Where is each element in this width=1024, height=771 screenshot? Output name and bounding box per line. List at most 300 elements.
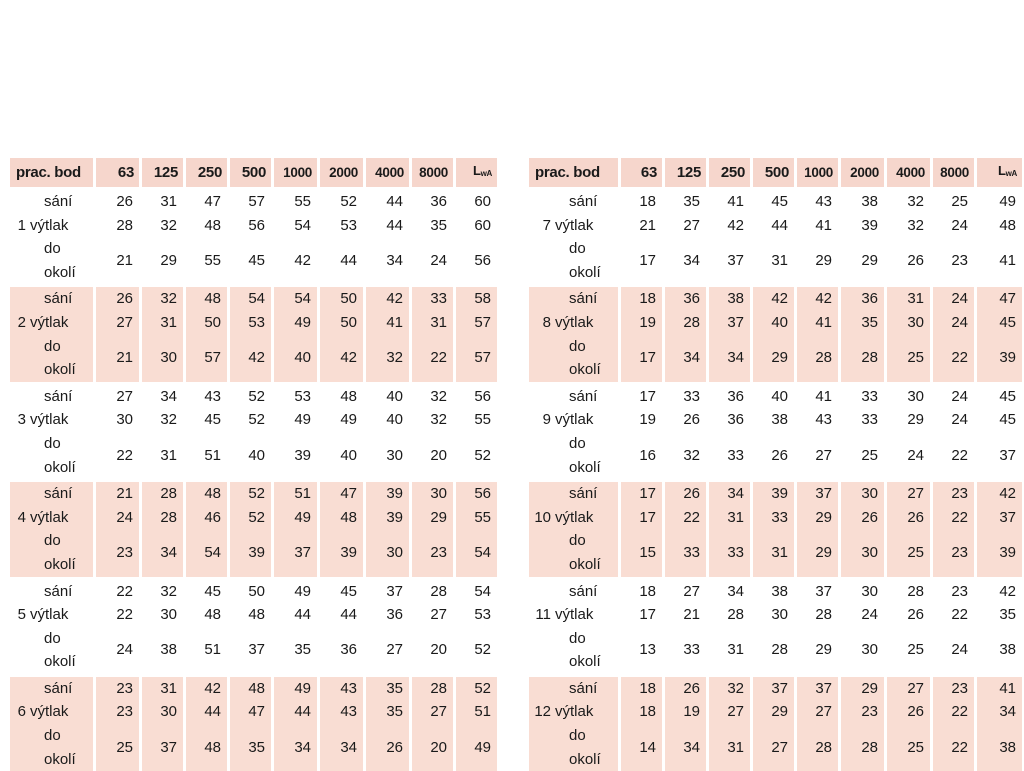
band-value: 42 <box>230 335 274 382</box>
band-value: 16 <box>621 432 665 479</box>
band-value: 52 <box>230 479 274 506</box>
header-band-63: 63 <box>96 158 142 187</box>
band-value: 44 <box>320 237 366 284</box>
mode-label: sání <box>30 187 96 214</box>
band-value: 40 <box>274 335 320 382</box>
band-value: 43 <box>186 382 230 409</box>
point-number <box>529 479 555 506</box>
band-value: 37 <box>797 674 841 701</box>
band-value: 25 <box>887 335 933 382</box>
table-row <box>10 187 497 214</box>
band-value: 48 <box>230 674 274 701</box>
band-value: 42 <box>709 214 753 238</box>
band-value: 45 <box>186 408 230 432</box>
band-value: 38 <box>753 408 797 432</box>
band-value: 35 <box>841 311 887 335</box>
point-number <box>529 284 555 311</box>
mode-label: do okolí <box>30 529 96 576</box>
band-value: 17 <box>621 603 665 627</box>
band-value: 37 <box>797 577 841 604</box>
point-number <box>10 479 30 506</box>
band-value: 35 <box>366 674 412 701</box>
band-value: 41 <box>709 187 753 214</box>
band-value: 29 <box>753 335 797 382</box>
band-value: 22 <box>665 506 709 530</box>
band-value: 28 <box>841 335 887 382</box>
band-value: 34 <box>274 724 320 771</box>
lwa-value: 60 <box>474 216 491 234</box>
table-row <box>10 603 497 627</box>
table-row <box>529 700 1022 724</box>
band-value: 23 <box>841 700 887 724</box>
band-value: 30 <box>841 479 887 506</box>
mode-label: do okolí <box>30 335 96 382</box>
band-value: 44 <box>320 603 366 627</box>
band-value: 24 <box>933 284 977 311</box>
mode-label: sání <box>555 187 621 214</box>
point-number: 5 <box>17 606 26 624</box>
header-lwa-sub: wA <box>480 169 492 178</box>
table-row <box>10 479 497 506</box>
band-value: 40 <box>366 382 412 409</box>
band-value: 17 <box>621 479 665 506</box>
band-value: 33 <box>753 506 797 530</box>
band-value: 53 <box>320 214 366 238</box>
band-value: 27 <box>797 432 841 479</box>
lwa-value: 51 <box>456 700 497 724</box>
point-number <box>529 577 555 604</box>
band-value: 33 <box>665 382 709 409</box>
band-value: 35 <box>230 724 274 771</box>
table-row <box>529 284 1022 311</box>
band-value: 33 <box>665 627 709 674</box>
band-value: 51 <box>274 479 320 506</box>
band-value: 51 <box>186 627 230 674</box>
band-value: 49 <box>274 506 320 530</box>
point-number <box>529 382 555 409</box>
mode-label: do okolí <box>555 237 621 284</box>
lwa-value: 54 <box>456 529 497 576</box>
band-value: 43 <box>797 187 841 214</box>
band-value: 48 <box>230 603 274 627</box>
band-value: 47 <box>320 479 366 506</box>
mode-label: do okolí <box>555 432 621 479</box>
band-value: 34 <box>709 577 753 604</box>
point-number <box>529 237 555 284</box>
band-value: 40 <box>320 432 366 479</box>
band-value: 30 <box>412 479 456 506</box>
point-number <box>10 529 30 576</box>
point-number <box>10 284 30 311</box>
band-value: 31 <box>753 529 797 576</box>
band-value: 35 <box>412 214 456 238</box>
band-value: 47 <box>186 187 230 214</box>
band-value: 32 <box>142 408 186 432</box>
band-value: 37 <box>797 479 841 506</box>
band-value: 27 <box>709 700 753 724</box>
band-value: 48 <box>186 214 230 238</box>
band-value: 55 <box>274 187 320 214</box>
band-value: 52 <box>230 382 274 409</box>
band-value: 37 <box>709 311 753 335</box>
header-label: prac. bod <box>10 158 96 187</box>
band-value: 37 <box>709 237 753 284</box>
band-value: 34 <box>366 237 412 284</box>
band-value: 21 <box>96 237 142 284</box>
point-number <box>10 382 30 409</box>
header-band-8000: 8000 <box>412 158 456 187</box>
lwa-value: 37 <box>977 506 1022 530</box>
lwa-value: 49 <box>977 187 1022 214</box>
lwa-value: 57 <box>456 335 497 382</box>
table-row <box>529 432 1022 479</box>
table-row <box>10 724 497 771</box>
band-value: 30 <box>96 408 142 432</box>
band-value: 27 <box>412 700 456 724</box>
band-value: 23 <box>933 529 977 576</box>
point-number <box>529 674 555 701</box>
point-number: 3 <box>17 411 26 429</box>
band-value: 29 <box>841 674 887 701</box>
band-value: 23 <box>96 674 142 701</box>
band-value: 23 <box>933 577 977 604</box>
band-value: 27 <box>366 627 412 674</box>
table-row <box>529 627 1022 674</box>
band-value: 42 <box>753 284 797 311</box>
lwa-value: 48 <box>999 216 1016 234</box>
band-value: 51 <box>186 432 230 479</box>
band-value: 49 <box>274 674 320 701</box>
band-value: 30 <box>142 335 186 382</box>
band-value: 36 <box>320 627 366 674</box>
band-value: 49 <box>274 408 320 432</box>
band-value: 36 <box>709 408 753 432</box>
header-band-8000: 8000 <box>933 158 977 187</box>
point-number <box>529 187 555 214</box>
point-number <box>10 577 30 604</box>
mode-label: sání <box>555 674 621 701</box>
band-value: 32 <box>887 214 933 238</box>
band-value: 22 <box>933 700 977 724</box>
band-value: 41 <box>797 382 841 409</box>
band-value: 37 <box>142 724 186 771</box>
header-row <box>10 158 497 187</box>
band-value: 52 <box>230 506 274 530</box>
band-value: 23 <box>96 529 142 576</box>
band-value: 18 <box>621 577 665 604</box>
band-value: 29 <box>797 237 841 284</box>
band-value: 23 <box>933 674 977 701</box>
band-value: 25 <box>887 724 933 771</box>
band-value: 20 <box>412 432 456 479</box>
band-value: 40 <box>230 432 274 479</box>
lwa-value: 60 <box>456 187 497 214</box>
table-row <box>10 284 497 311</box>
band-value: 29 <box>797 627 841 674</box>
band-value: 31 <box>142 187 186 214</box>
band-value: 50 <box>320 311 366 335</box>
band-value: 26 <box>665 408 709 432</box>
band-value: 18 <box>621 674 665 701</box>
band-value: 28 <box>797 724 841 771</box>
band-value: 30 <box>366 432 412 479</box>
band-value: 18 <box>621 284 665 311</box>
band-value: 35 <box>274 627 320 674</box>
band-value: 22 <box>933 506 977 530</box>
band-value: 28 <box>412 577 456 604</box>
mode-label: výtlak <box>555 506 621 530</box>
band-value: 52 <box>320 187 366 214</box>
sound-table-right <box>529 158 1022 771</box>
mode-label: do okolí <box>555 335 621 382</box>
lwa-value: 41 <box>999 251 1016 269</box>
lwa-value: 45 <box>977 382 1022 409</box>
table-row <box>529 237 1022 284</box>
mode-label: výtlak <box>555 408 621 432</box>
band-value: 57 <box>230 187 274 214</box>
mode-label: sání <box>30 382 96 409</box>
band-value: 25 <box>887 627 933 674</box>
point-number: 7 <box>542 216 551 234</box>
mode-label: výtlak <box>30 408 96 432</box>
table-row <box>10 627 497 674</box>
band-value: 24 <box>933 214 977 238</box>
point-number <box>529 724 555 771</box>
band-value: 32 <box>142 577 186 604</box>
band-value: 22 <box>933 724 977 771</box>
band-value: 29 <box>753 700 797 724</box>
mode-label: výtlak <box>30 506 96 530</box>
band-value: 35 <box>665 187 709 214</box>
table-row <box>529 506 1022 530</box>
band-value: 33 <box>841 382 887 409</box>
band-value: 55 <box>186 237 230 284</box>
band-value: 49 <box>274 311 320 335</box>
band-value: 50 <box>320 284 366 311</box>
band-value: 24 <box>96 506 142 530</box>
band-value: 22 <box>412 335 456 382</box>
band-value: 48 <box>186 724 230 771</box>
point-number: 1 <box>17 216 26 234</box>
point-number: 12 <box>529 700 555 724</box>
point-number <box>10 237 30 284</box>
band-value: 26 <box>887 700 933 724</box>
band-value: 33 <box>665 529 709 576</box>
band-value: 44 <box>274 700 320 724</box>
band-value: 29 <box>142 237 186 284</box>
lwa-value: 53 <box>474 606 491 624</box>
band-value: 30 <box>142 700 186 724</box>
band-value: 25 <box>887 529 933 576</box>
band-value: 20 <box>412 724 456 771</box>
band-value: 33 <box>709 529 753 576</box>
band-value: 21 <box>96 335 142 382</box>
band-value: 35 <box>366 700 412 724</box>
table-row <box>10 237 497 284</box>
band-value: 45 <box>186 577 230 604</box>
band-value: 24 <box>933 382 977 409</box>
band-value: 29 <box>797 506 841 530</box>
band-value: 52 <box>230 408 274 432</box>
band-value: 39 <box>366 506 412 530</box>
band-value: 43 <box>320 700 366 724</box>
band-value: 53 <box>274 382 320 409</box>
table-row <box>10 432 497 479</box>
header-band-125: 125 <box>142 158 186 187</box>
band-value: 28 <box>412 674 456 701</box>
band-value: 45 <box>320 577 366 604</box>
band-value: 18 <box>621 187 665 214</box>
band-value: 29 <box>797 529 841 576</box>
band-value: 22 <box>96 603 142 627</box>
band-value: 39 <box>753 479 797 506</box>
band-value: 57 <box>186 335 230 382</box>
band-value: 23 <box>933 237 977 284</box>
band-value: 34 <box>709 335 753 382</box>
band-value: 44 <box>366 187 412 214</box>
band-value: 49 <box>274 577 320 604</box>
band-value: 21 <box>621 214 665 238</box>
header-lwa-main: L <box>472 163 481 178</box>
band-value: 48 <box>186 603 230 627</box>
lwa-value: 52 <box>456 674 497 701</box>
band-value: 26 <box>887 603 933 627</box>
band-value: 28 <box>665 311 709 335</box>
table-row <box>10 529 497 576</box>
lwa-value: 55 <box>456 506 497 530</box>
mode-label: sání <box>555 382 621 409</box>
band-value: 29 <box>412 506 456 530</box>
header-band-2000: 2000 <box>841 158 887 187</box>
band-value: 48 <box>320 506 366 530</box>
band-value: 26 <box>887 237 933 284</box>
sound-table-left <box>10 158 497 771</box>
band-value: 28 <box>797 603 841 627</box>
band-value: 17 <box>621 506 665 530</box>
mode-label: výtlak <box>30 700 96 724</box>
band-value: 24 <box>412 237 456 284</box>
band-value: 41 <box>797 214 841 238</box>
mode-label: sání <box>555 479 621 506</box>
band-value: 27 <box>665 214 709 238</box>
band-value: 23 <box>412 529 456 576</box>
band-value: 37 <box>366 577 412 604</box>
band-value: 31 <box>709 724 753 771</box>
band-value: 28 <box>96 214 142 238</box>
table-row <box>529 603 1022 627</box>
band-value: 54 <box>274 214 320 238</box>
band-value: 26 <box>665 674 709 701</box>
mode-label: výtlak <box>30 311 96 335</box>
band-value: 34 <box>709 479 753 506</box>
band-value: 37 <box>230 627 274 674</box>
table-row <box>529 214 1022 238</box>
band-value: 28 <box>797 335 841 382</box>
band-value: 20 <box>412 627 456 674</box>
mode-label: sání <box>30 284 96 311</box>
band-value: 48 <box>186 479 230 506</box>
band-value: 26 <box>753 432 797 479</box>
table-row <box>10 700 497 724</box>
band-value: 18 <box>621 700 665 724</box>
band-value: 26 <box>665 479 709 506</box>
band-value: 49 <box>320 408 366 432</box>
band-value: 28 <box>841 724 887 771</box>
band-value: 31 <box>142 311 186 335</box>
point-number: 11 <box>535 606 551 624</box>
band-value: 17 <box>621 382 665 409</box>
band-value: 32 <box>366 335 412 382</box>
band-value: 32 <box>887 187 933 214</box>
point-number: 2 <box>10 311 30 335</box>
table-row <box>10 214 497 238</box>
lwa-value: 37 <box>999 446 1016 464</box>
lwa-value: 56 <box>456 479 497 506</box>
band-value: 38 <box>841 187 887 214</box>
band-value: 21 <box>665 603 709 627</box>
band-value: 39 <box>230 529 274 576</box>
lwa-value: 49 <box>456 724 497 771</box>
lwa-value: 42 <box>977 479 1022 506</box>
band-value: 26 <box>96 187 142 214</box>
band-value: 29 <box>841 237 887 284</box>
point-number <box>10 335 30 382</box>
header-lwa <box>456 158 497 187</box>
mode-label: do okolí <box>30 627 96 674</box>
band-value: 31 <box>753 237 797 284</box>
lwa-value: 54 <box>456 577 497 604</box>
table-row <box>10 577 497 604</box>
band-value: 27 <box>753 724 797 771</box>
header-band-4000: 4000 <box>887 158 933 187</box>
band-value: 48 <box>320 382 366 409</box>
band-value: 34 <box>142 529 186 576</box>
band-value: 40 <box>753 382 797 409</box>
table-row <box>10 382 497 409</box>
band-value: 47 <box>230 700 274 724</box>
band-value: 15 <box>621 529 665 576</box>
band-value: 24 <box>933 408 977 432</box>
band-value: 30 <box>841 529 887 576</box>
mode-label: sání <box>30 479 96 506</box>
band-value: 42 <box>366 284 412 311</box>
band-value: 25 <box>96 724 142 771</box>
band-value: 45 <box>753 187 797 214</box>
band-value: 42 <box>320 335 366 382</box>
table-row <box>10 506 497 530</box>
band-value: 37 <box>274 529 320 576</box>
header-label: prac. bod <box>529 158 621 187</box>
band-value: 28 <box>753 627 797 674</box>
header-band-1000: 1000 <box>797 158 841 187</box>
table-row <box>529 577 1022 604</box>
band-value: 26 <box>841 506 887 530</box>
table-row <box>529 408 1022 432</box>
band-value: 25 <box>841 432 887 479</box>
point-number: 10 <box>529 506 555 530</box>
lwa-value: 56 <box>456 382 497 409</box>
lwa-value: 45 <box>999 411 1016 429</box>
mode-label: sání <box>555 577 621 604</box>
header-band-1000: 1000 <box>274 158 320 187</box>
band-value: 39 <box>320 529 366 576</box>
point-number <box>10 627 30 674</box>
band-value: 56 <box>230 214 274 238</box>
point-number: 4 <box>10 506 30 530</box>
lwa-value: 41 <box>977 674 1022 701</box>
header-band-125: 125 <box>665 158 709 187</box>
band-value: 22 <box>96 432 142 479</box>
